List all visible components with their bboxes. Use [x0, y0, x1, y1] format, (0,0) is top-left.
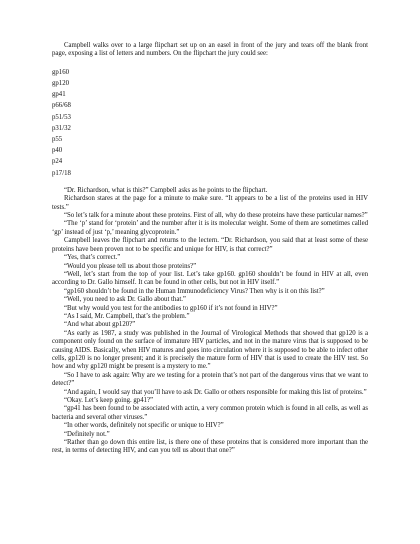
- body-text: [52, 187, 368, 456]
- protein-list-item: gp120: [52, 80, 69, 88]
- paragraph: “gp160 shouldn’t be found in the Human Immunodeficiency Virus? Then why is it on this list?”: [64, 287, 325, 295]
- paragraph: “And again, I would say that you’ll have to ask Dr. Gallo or others responsible for making this list of proteins.”: [64, 388, 367, 396]
- paragraph: Richardson stares at the page for a minute to make sure. “It appears to be a list of the proteins used in HIV tests.”: [52, 195, 368, 211]
- paragraph: “Yes, that’s correct.”: [64, 254, 121, 262]
- protein-list-item: gp41: [52, 91, 66, 99]
- paragraph: “Rather than go down this entire list, is there one of these proteins that is considered more important than the rest, in terms of detecting HIV, and can you tell us about that one?”: [52, 439, 368, 455]
- protein-list-item: p66/68: [52, 102, 71, 110]
- paragraph: “In other words, definitely not specific or unique to HIV?”: [64, 422, 224, 430]
- protein-list-item: p24: [52, 158, 63, 166]
- paragraph: “Dr. Richardson, what is this?” Campbell asks as he points to the flipchart.: [64, 186, 268, 194]
- protein-list: [52, 67, 368, 179]
- protein-list-item: p51/53: [52, 113, 71, 121]
- paragraph: “As early as 1987, a study was published in the Journal of Virological Methods that showed that gp120 is a component only found on the surface of immature HIV particles, and not in the mature virus that is supposed to be causing AIDS. Basically, when HIV matures and goes into circulation where it is supposed to be able to infect other cells, gp120 is no longer present; and it is precisely the mature form of HIV that is used to create the HIV test. So how and why gp120 might be present is a mystery to me.”: [52, 329, 368, 371]
- paragraph: “gp41 has been found to be associated with actin, a very common protein which is found in all cells, as well as bacteria and several other viruses.”: [52, 405, 368, 421]
- paragraph: “So I have to ask again: Why are we testing for a protein that’s not part of the dangerous virus that we want to detect?”: [52, 371, 368, 388]
- paragraph: “Well, let’s start from the top of your list. Let’s take gp160. gp160 shouldn’t be found in HIV at all, even according to Dr. Gallo himself. It can be found in other cells, but not in HIV itself.”: [52, 270, 368, 287]
- protein-list-item: p55: [52, 136, 63, 144]
- intro-paragraph: Campbell walks over to a large flipchart set up on an easel in front of the jury and tears off the blank front page, exposing a list of letters and numbers. On the flipchart the jury could see:: [52, 42, 368, 58]
- protein-list-item: gp160: [52, 68, 69, 76]
- paragraph: “But why would you test for the antibodies to gp160 if it’s not found in HIV?”: [64, 304, 278, 312]
- paragraph: “Okay. Let’s keep going. gp41?”: [64, 397, 154, 404]
- paragraph: “So let’s talk for a minute about these proteins. First of all, why do these proteins have these particular names?”: [64, 212, 368, 220]
- paragraph: “And what about gp120?”: [64, 321, 136, 329]
- paragraph: Campbell leaves the flipchart and returns to the lectern. “Dr. Richardson, you said that at least some of these proteins have been proven not to be specific and unique for HIV, is that correct?”: [52, 237, 368, 253]
- paragraph: “Well, you need to ask Dr. Gallo about that.”: [64, 296, 186, 304]
- protein-list-item: p17/18: [52, 169, 71, 177]
- paragraph: “As I said, Mr. Campbell, that’s the problem.”: [64, 312, 190, 320]
- paragraph: “Definitely not.”: [64, 430, 110, 438]
- paragraph: “Would you please tell us about those proteins?”: [64, 262, 197, 270]
- paragraph: “The ‘p’ stand for ‘protein’ and the number after it is its molecular weight. Some of them are sometimes called ‘gp’ instead of just ‘p,’ meaning glycoprotein.”: [52, 220, 368, 236]
- protein-list-item: p31/32: [52, 124, 71, 132]
- protein-list-item: p40: [52, 147, 63, 155]
